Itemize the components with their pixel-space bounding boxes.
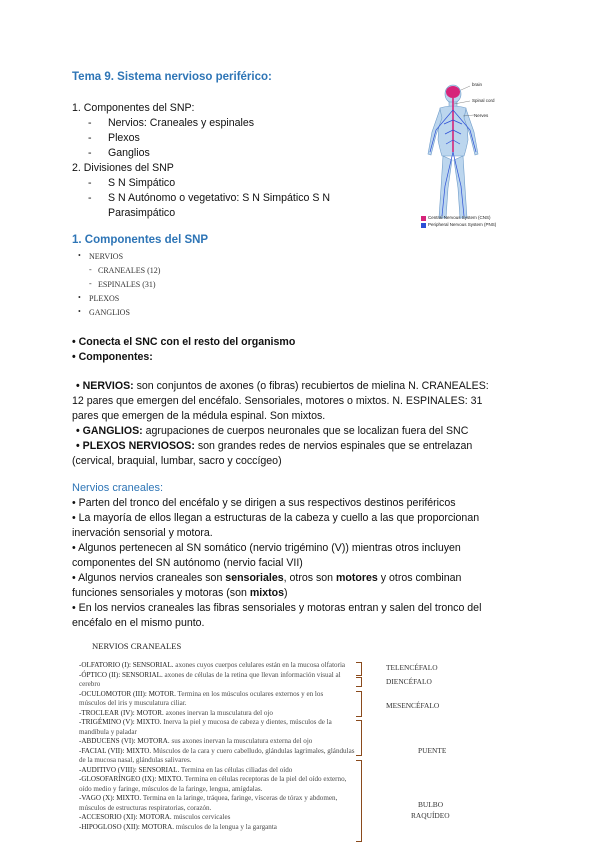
cranial-nerve-row <box>79 785 262 793</box>
outline-nervios: NERVIOS <box>89 252 124 261</box>
cranial-nerve-description: músculos de estructuras respiratorias, corazón. <box>79 803 212 812</box>
cranial-nerve-description: Termina en los músculos oculares externos y en los <box>175 689 324 698</box>
cranial-nerve-row <box>79 690 323 698</box>
cranial-nerve-name: -OLFATORIO (I): SENSORIAL. <box>79 661 174 669</box>
toc-dash: - <box>88 132 92 144</box>
cranial-nerve-name: -ABDUCENS (VI): MOTORA. <box>79 737 170 745</box>
cranial-nerve-row <box>79 747 354 755</box>
toc-item-2-sub-simpatico: S N Simpático <box>108 177 176 189</box>
plexos-paragraph-line2: (cervical, braquial, lumbar, sacro y coccígeo) <box>72 455 282 467</box>
toc-dash: - <box>88 117 92 129</box>
outline-plexos: PLEXOS <box>89 294 120 303</box>
cranial-nerve-description: músculos cervicales <box>171 813 231 821</box>
cranial-nerve-row <box>79 699 187 707</box>
cranial-nerve-description: axones cuyos cuerpos celulares están en la mucosa olfatoria <box>173 661 346 669</box>
cranial-nerve-description: axones inervan la musculatura del ojo <box>163 708 273 717</box>
bracket-diencefalo <box>356 677 362 687</box>
cranial-nerve-row <box>79 756 191 764</box>
cranial-nerve-name: -AUDITIVO (VIII): SENSORIAL. <box>79 765 180 774</box>
figure-label-nerves: Nerves <box>474 113 489 118</box>
outline-bullet: • <box>78 251 81 260</box>
page-heading: Tema 9. Sistema nervioso periférico: <box>72 71 272 83</box>
cranial-nerve-description: mandíbula y paladar <box>79 727 137 736</box>
region-diencefalo: DIENCÉFALO <box>386 677 432 686</box>
legend-cns-swatch <box>421 216 426 221</box>
cranial-nerve-row <box>79 766 292 774</box>
cranial-nerve-description: músculos del iris y musculatura ciliar. <box>79 699 187 707</box>
toc-item-2: 2. Divisiones del SNP <box>72 162 174 174</box>
ganglios-text: agrupaciones de cuerpos neuronales que se localizan fuera del SNC <box>142 425 469 437</box>
cranial-nerve-name: -TRIGÉMINO (V): MIXTO. <box>79 718 162 726</box>
motores-emphasis: motores <box>336 572 378 584</box>
craneales-line7-part: funciones sensoriales y motoras (son <box>72 587 250 599</box>
craneales-line7 <box>72 586 288 601</box>
cranial-nerve-description: oído medio y faringe, músculos de la faringe, lengua, amígdalas. <box>79 784 263 793</box>
toc-dash: - <box>88 192 92 204</box>
legend-pns-label: Peripheral Nervous System (PNS) <box>428 222 497 227</box>
nervios-paragraph-line3: pares que emergen de la médula espinal. Son mixtos. <box>72 410 326 422</box>
bracket-mesencefalo <box>356 691 362 717</box>
craneales-line6-part: y otros combinan <box>377 572 462 584</box>
toc-item-2-sub-autonomo-cont: Parasimpático <box>108 207 176 219</box>
bracket-telencefalo <box>356 662 362 676</box>
cranial-nerve-row <box>79 718 332 726</box>
cranial-nerve-name: -HIPOGLOSO (XII): MOTORA. <box>79 822 175 831</box>
toc-dash: - <box>88 177 92 189</box>
craneales-line1: • Parten del tronco del encéfalo y se dirigen a sus respectivos destinos periféricos <box>72 497 456 509</box>
cranial-nerve-description: músculos de la lengua y la garganta <box>174 822 277 831</box>
cranial-nerve-description: cerebro <box>79 680 101 688</box>
outline-dash: - <box>89 265 92 274</box>
outline-bullet: • <box>78 307 81 316</box>
plexos-text: son grandes redes de nervios espinales que se entrelazan <box>194 440 473 452</box>
craneales-line7-part: ) <box>283 587 288 599</box>
craneales-line9: encéfalo en el mismo punto. <box>72 617 205 629</box>
cranial-nerve-row <box>79 823 277 831</box>
cranial-nerve-description: de la mucosa nasal, glándulas salivares. <box>79 756 192 764</box>
cranial-nerve-description: Músculos de la cara y cuero cabelludo, glándulas lagrimales, glándulas <box>151 746 355 755</box>
mixtos-emphasis: mixtos <box>249 587 284 599</box>
nervios-paragraph-line1 <box>76 379 489 394</box>
cranial-nerve-row <box>79 671 341 679</box>
plexos-paragraph-line1 <box>76 439 472 454</box>
region-raquideo: RAQUÍDEO <box>411 811 450 820</box>
cranial-nerve-description: Termina en la laringe, tráquea, faringe, vísceras de tórax y abdomen, <box>141 794 338 802</box>
cranial-nerve-name: -ÓPTICO (II): SENSORIAL. <box>79 670 163 679</box>
componentes-text: • Componentes: <box>72 351 153 363</box>
region-puente: PUENTE <box>418 746 447 755</box>
figure-label-brain: brain <box>472 82 483 87</box>
cranial-nerve-row <box>79 709 273 717</box>
nervios-label: • NERVIOS: <box>76 380 134 392</box>
toc-item-1: 1. Componentes del SNP: <box>72 102 195 114</box>
conecta-text: • Conecta el SNC con el resto del organismo <box>72 336 296 348</box>
legend-pns-swatch <box>421 223 426 228</box>
nervios-paragraph-line2: 12 pares que emergen del encéfalo. Sensoriales, motores o mixtos. N. ESPINALES: 31 <box>72 395 483 407</box>
cranial-nerve-row <box>79 661 345 669</box>
toc-item-2-sub-autonomo: S N Autónomo o vegetativo: S N Simpático S N <box>108 192 330 204</box>
cranial-nerve-description: Termina en células receptoras de la piel del oído externo, <box>182 775 347 783</box>
table-title: NERVIOS CRANEALES <box>92 641 182 651</box>
toc-dash: - <box>88 147 92 159</box>
outline-bullet: • <box>78 293 81 302</box>
toc-item-1-sub-ganglios: Ganglios <box>108 147 150 159</box>
nervios-text: son conjuntos de axones (o fibras) recubiertos de mielina N. CRANEALES: <box>133 380 489 392</box>
cranial-nerve-row <box>79 804 211 812</box>
plexos-label: • PLEXOS NERVIOSOS: <box>76 440 195 452</box>
outline-ganglios: GANGLIOS <box>89 308 130 317</box>
region-telencefalo: TELENCÉFALO <box>386 663 438 672</box>
ganglios-paragraph <box>76 424 468 439</box>
craneales-line6 <box>72 571 461 586</box>
craneales-line5: componentes del SN autónomo (nervio facial VII) <box>72 557 303 569</box>
cranial-nerve-description: axones de células de la retina que llevan información visual al <box>162 670 341 679</box>
cranial-nerve-name: -VAGO (X): MIXTO. <box>79 794 142 802</box>
craneales-line6-part: • Algunos nervios craneales son <box>72 572 226 584</box>
bracket-puente <box>356 720 362 756</box>
craneales-line6-part: , otros son <box>283 572 337 584</box>
craneales-title: Nervios craneales: <box>72 482 164 494</box>
craneales-line8: • En los nervios craneales las fibras sensoriales y motoras entran y salen del tronco del <box>72 602 482 614</box>
cranial-nerve-row <box>79 728 137 736</box>
cranial-nerve-row <box>79 737 312 745</box>
region-mesencefalo: MESENCÉFALO <box>386 701 440 710</box>
cranial-nerve-description: Termina en las células ciliadas del oído <box>179 765 293 774</box>
cranial-nerve-row <box>79 775 346 783</box>
outline-espinales: ESPINALES (31) <box>98 280 156 289</box>
cranial-nerve-name: -GLOSOFARÍNGEO (IX): MIXTO. <box>79 775 183 783</box>
cranial-nerve-name: -ACCESORIO (XI): MOTORA. <box>79 813 172 821</box>
cranial-nerve-row <box>79 680 100 688</box>
figure-label-spinal-cord: Spinal cord <box>472 98 495 103</box>
cranial-nerve-name: -FACIAL (VII): MIXTO. <box>79 746 152 755</box>
cranial-nerve-name: -TROCLEAR (IV): MOTOR. <box>79 708 164 717</box>
craneales-line3: inervación sensorial y motora. <box>72 527 213 539</box>
cranial-nerve-name: -OCULOMOTOR (III): MOTOR. <box>79 689 176 698</box>
bracket-bulbo <box>356 760 362 842</box>
outline-craneales: CRANEALES (12) <box>98 266 161 275</box>
craneales-line4: • Algunos pertenecen al SN somático (nervio trigémino (V)) mientras otros incluyen <box>72 542 461 554</box>
section-1-title: 1. Componentes del SNP <box>72 234 209 246</box>
toc-item-1-sub-nervios: Nervios: Craneales y espinales <box>108 117 255 129</box>
brain-shape <box>446 86 460 98</box>
sensoriales-emphasis: sensoriales <box>225 572 284 584</box>
craneales-line2: • La mayoría de ellos llegan a estructuras de la cabeza y cuello a las que proporcionan <box>72 512 480 524</box>
cranial-nerve-row <box>79 794 337 802</box>
region-bulbo: BULBO <box>418 800 444 809</box>
toc-item-1-sub-plexos: Plexos <box>108 132 140 144</box>
cranial-nerve-description: Inerva la piel y mucosa de cabeza y dientes, músculos de la <box>161 718 332 726</box>
outline-dash: - <box>89 279 92 288</box>
cranial-nerve-description: sus axones inervan la musculatura externa del ojo <box>169 737 313 745</box>
legend-cns-label: Central Nervous System (CNS) <box>428 215 491 220</box>
ganglios-label: • GANGLIOS: <box>76 425 143 437</box>
cranial-nerve-row <box>79 813 230 821</box>
